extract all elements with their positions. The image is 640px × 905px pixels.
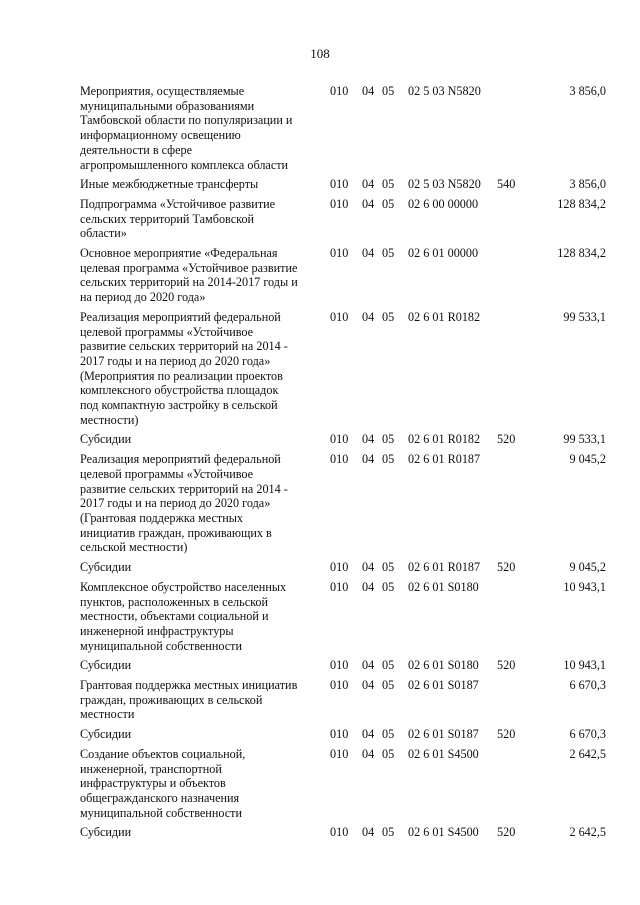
section-code: 04	[362, 579, 375, 594]
table-row	[0, 727, 640, 742]
row-name	[80, 560, 312, 575]
amount: 10 943,1	[563, 579, 606, 594]
row-name	[80, 580, 312, 654]
row-name-line: Создание объектов социальной,	[80, 746, 246, 761]
row-name-line: Подпрограмма «Устойчивое развитие	[80, 196, 276, 211]
section-code: 04	[362, 432, 375, 447]
row-name	[80, 825, 312, 840]
row-name-line: инженерной, транспортной	[80, 761, 222, 776]
row-name-line: муниципальными образованиями	[80, 98, 255, 113]
amount: 10 943,1	[563, 658, 606, 673]
row-name-line: целевая программа «Устойчивое развитие	[80, 260, 298, 275]
table-row	[0, 580, 640, 654]
target-article-code: 02 6 01 R0182	[408, 432, 481, 447]
table-row	[0, 678, 640, 722]
table-row	[0, 432, 640, 447]
row-name-line: развитие сельских территорий на 2014 -	[80, 481, 288, 496]
amount: 6 670,3	[569, 727, 606, 742]
row-name-line: граждан, проживающих в сельской	[80, 692, 263, 707]
subsection-code: 05	[382, 177, 395, 192]
department-code: 010	[330, 452, 349, 467]
section-code: 04	[362, 309, 375, 324]
expense-type-code: 520	[497, 825, 516, 840]
subsection-code: 05	[382, 246, 395, 261]
row-name	[80, 658, 312, 673]
target-article-code: 02 6 01 00000	[408, 246, 479, 261]
department-code: 010	[330, 560, 349, 575]
subsection-code: 05	[382, 825, 395, 840]
target-article-code: 02 6 01 S0180	[408, 579, 479, 594]
amount: 9 045,2	[569, 452, 606, 467]
target-article-code: 02 6 01 S0187	[408, 727, 479, 742]
row-name-line: Субсидии	[80, 560, 132, 575]
department-code: 010	[330, 432, 349, 447]
subsection-code: 05	[382, 196, 395, 211]
row-name-line: Субсидии	[80, 658, 132, 673]
department-code: 010	[330, 246, 349, 261]
row-name-line: инфраструктуры и объектов	[80, 776, 226, 791]
row-name-line: Грантовая поддержка местных инициатив	[80, 678, 298, 693]
row-name-line: муниципальной собственности	[80, 638, 242, 653]
subsection-code: 05	[382, 678, 395, 693]
department-code: 010	[330, 678, 349, 693]
section-code: 04	[362, 678, 375, 693]
table-row	[0, 560, 640, 575]
amount: 6 670,3	[569, 678, 606, 693]
row-name-line: сельских территорий Тамбовской	[80, 211, 255, 226]
target-article-code: 02 6 01 S0180	[408, 658, 479, 673]
row-name-line: общегражданского назначения	[80, 790, 240, 805]
department-code: 010	[330, 658, 349, 673]
row-name-line: под компактную застройку в сельской	[80, 398, 278, 413]
target-article-code: 02 6 00 00000	[408, 196, 479, 211]
section-code: 04	[362, 727, 375, 742]
row-name-line: сельских территорий на 2014-2017 годы и	[80, 275, 298, 290]
amount: 99 533,1	[563, 432, 606, 447]
department-code: 010	[330, 177, 349, 192]
row-name-line: Тамбовской области по популяризации и	[80, 113, 293, 128]
row-name	[80, 727, 312, 742]
section-code: 04	[362, 560, 375, 575]
row-name-line: Основное мероприятие «Федеральная	[80, 246, 278, 261]
row-name-line: целевой программы «Устойчивое	[80, 324, 254, 339]
subsection-code: 05	[382, 727, 395, 742]
row-name-line: (Грантовая поддержка местных	[80, 510, 244, 525]
section-code: 04	[362, 825, 375, 840]
amount: 128 834,2	[557, 196, 606, 211]
section-code: 04	[362, 452, 375, 467]
department-code: 010	[330, 746, 349, 761]
target-article-code: 02 6 01 R0187	[408, 560, 481, 575]
row-name-line: комплексного обустройства площадок	[80, 383, 279, 398]
section-code: 04	[362, 658, 375, 673]
amount: 2 642,5	[569, 825, 606, 840]
row-name-line: агропромышленного комплекса области	[80, 157, 289, 172]
target-article-code: 02 6 01 S0187	[408, 678, 479, 693]
row-name	[80, 432, 312, 447]
row-name-line: на период до 2020 года»	[80, 290, 206, 305]
subsection-code: 05	[382, 84, 395, 98]
expense-type-code: 540	[497, 177, 516, 192]
row-name-line: информационному освещению	[80, 128, 241, 143]
row-name	[80, 84, 312, 172]
row-name	[80, 246, 312, 305]
department-code: 010	[330, 84, 349, 98]
expense-type-code: 520	[497, 658, 516, 673]
subsection-code: 05	[382, 579, 395, 594]
expense-type-code: 520	[497, 560, 516, 575]
target-article-code: 02 6 01 S4500	[408, 746, 479, 761]
row-name	[80, 310, 312, 428]
subsection-code: 05	[382, 432, 395, 447]
row-name-line: Мероприятия, осуществляемые	[80, 84, 245, 98]
table-row	[0, 452, 640, 555]
amount: 9 045,2	[569, 560, 606, 575]
target-article-code: 02 6 01 R0182	[408, 309, 481, 324]
department-code: 010	[330, 825, 349, 840]
table-row	[0, 197, 640, 241]
row-name	[80, 197, 312, 241]
row-name-line: сельской местности)	[80, 540, 188, 555]
row-name-line: местности	[80, 707, 135, 722]
row-name-line: развитие сельских территорий на 2014 -	[80, 339, 288, 354]
amount: 128 834,2	[557, 246, 606, 261]
row-name	[80, 177, 312, 192]
table-row	[0, 747, 640, 821]
row-name-line: Субсидии	[80, 432, 132, 447]
row-name-line: инициатив граждан, проживающих в	[80, 525, 272, 540]
subsection-code: 05	[382, 309, 395, 324]
table-row	[0, 84, 640, 172]
table-row	[0, 658, 640, 673]
budget-table	[0, 84, 640, 845]
subsection-code: 05	[382, 560, 395, 575]
table-row	[0, 177, 640, 192]
target-article-code: 02 6 01 R0187	[408, 452, 481, 467]
target-article-code: 02 6 01 S4500	[408, 825, 479, 840]
row-name	[80, 678, 312, 722]
row-name-line: Комплексное обустройство населенных	[80, 579, 287, 594]
row-name-line: местности, объектами социальной и	[80, 609, 269, 624]
table-row	[0, 246, 640, 305]
row-name	[80, 747, 312, 821]
target-article-code: 02 5 03 N5820	[408, 177, 481, 192]
section-code: 04	[362, 746, 375, 761]
row-name-line: муниципальной собственности	[80, 805, 242, 820]
table-row	[0, 310, 640, 428]
row-name	[80, 452, 312, 555]
section-code: 04	[362, 196, 375, 211]
subsection-code: 05	[382, 746, 395, 761]
row-name-line: 2017 годы и на период до 2020 года»	[80, 496, 271, 511]
subsection-code: 05	[382, 452, 395, 467]
row-name-line: Субсидии	[80, 727, 132, 742]
row-name-line: Реализация мероприятий федеральной	[80, 452, 281, 467]
amount: 3 856,0	[569, 177, 606, 192]
row-name-line: местности)	[80, 412, 139, 427]
table-row	[0, 825, 640, 840]
expense-type-code: 520	[497, 432, 516, 447]
section-code: 04	[362, 246, 375, 261]
amount: 99 533,1	[563, 309, 606, 324]
subsection-code: 05	[382, 658, 395, 673]
row-name-line: инженерной инфраструктуры	[80, 623, 234, 638]
section-code: 04	[362, 177, 375, 192]
row-name-line: целевой программы «Устойчивое	[80, 466, 254, 481]
amount: 2 642,5	[569, 746, 606, 761]
amount: 3 856,0	[569, 84, 606, 98]
department-code: 010	[330, 196, 349, 211]
row-name-line: области»	[80, 226, 127, 241]
section-code: 04	[362, 84, 375, 98]
expense-type-code: 520	[497, 727, 516, 742]
page-number: 108	[310, 46, 330, 61]
row-name-line: Субсидии	[80, 825, 132, 840]
row-name-line: пунктов, расположенных в сельской	[80, 594, 269, 609]
target-article-code: 02 5 03 N5820	[408, 84, 481, 98]
row-name-line: деятельности в сфере	[80, 142, 192, 157]
row-name-line: (Мероприятия по реализации проектов	[80, 368, 283, 383]
department-code: 010	[330, 579, 349, 594]
row-name-line: 2017 годы и на период до 2020 года»	[80, 353, 271, 368]
department-code: 010	[330, 727, 349, 742]
row-name-line: Иные межбюджетные трансферты	[80, 177, 259, 192]
department-code: 010	[330, 309, 349, 324]
row-name-line: Реализация мероприятий федеральной	[80, 309, 281, 324]
